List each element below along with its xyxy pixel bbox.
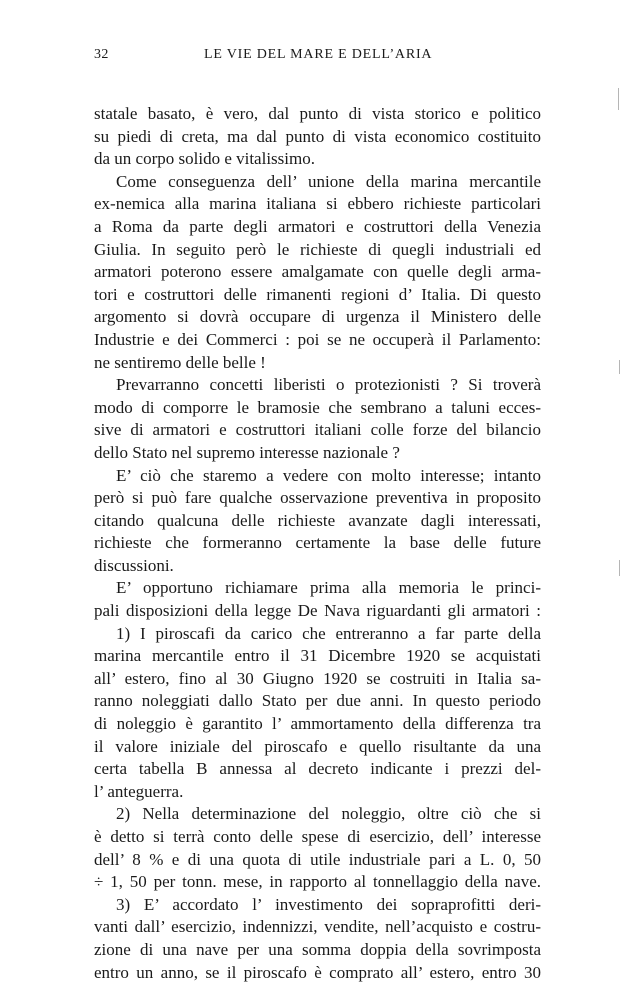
- text-line: però si può fare qualche osservazione preventiva in proposito: [94, 488, 541, 508]
- text-line: armatori poterono essere amalgamate con quelle degli arma-: [94, 262, 541, 282]
- text-line: zione di una nave per una somma doppia della sovrimposta: [94, 939, 541, 959]
- text-line: ex-nemica alla marina italiana si ebbero richieste particolari: [94, 194, 541, 214]
- text-line: 3) E’ accordato l’ investimento dei sopraprofitti deri-: [116, 894, 541, 914]
- text-line: tori e costruttori delle rimanenti regioni d’ Italia. Di questo: [94, 284, 541, 304]
- text-line: Prevarranno concetti liberisti o protezionisti ? Si troverà: [116, 375, 541, 395]
- page-number: 32: [94, 47, 109, 62]
- text-line: dello Stato nel supremo interesse nazionale ?: [94, 442, 400, 462]
- text-line: E’ opportuno richiamare prima alla memoria le princi-: [116, 578, 541, 598]
- text-line: è detto si terrà conto delle spese di esercizio, dell’ interesse: [94, 827, 541, 846]
- body-text: [94, 103, 541, 984]
- text-line: ne sentiremo delle belle !: [94, 352, 266, 372]
- scan-edge-mark: [618, 88, 619, 110]
- text-line: Giulia. In seguito però le richieste di quegli industriali ed: [94, 239, 541, 259]
- scan-edge-mark: [619, 560, 620, 576]
- text-line: argomento si dovrà occupare di urgenza il Ministero delle: [94, 307, 541, 327]
- text-line: l’ anteguerra.: [94, 781, 184, 801]
- text-line: pali disposizioni della legge De Nava riguardanti gli armatori :: [94, 601, 541, 621]
- text-line: di noleggio è garantito l’ ammortamento della differenza tra: [94, 714, 541, 734]
- text-line: all’ estero, fino al 30 Giugno 1920 se costruiti in Italia sa-: [94, 668, 541, 688]
- text-line: marina mercantile entro il 31 Dicembre 1920 se acquistati: [94, 646, 541, 666]
- text-line: richieste che formeranno certamente la base delle future: [94, 533, 541, 553]
- text-line: statale basato, è vero, dal punto di vista storico e politico: [94, 104, 541, 123]
- running-header: [94, 47, 538, 67]
- text-line: modo di comporre le bramosie che sembrano a taluni ecces-: [94, 397, 541, 417]
- text-line: entro un anno, se il piroscafo è comprato all’ estero, entro 30: [94, 962, 541, 982]
- text-line: 2) Nella determinazione del noleggio, oltre ciò che si: [116, 804, 541, 824]
- text-line: citando qualcuna delle richieste avanzate dagli interessati,: [94, 510, 541, 530]
- text-line: vanti dall’ esercizio, indennizzi, vendite, nell’acquisto e costru-: [94, 917, 541, 937]
- text-line: sive di armatori e costruttori italiani colle forze del bilancio: [94, 420, 541, 440]
- text-line: E’ ciò che staremo a vedere con molto interesse; intanto: [116, 465, 541, 485]
- text-line: dell’ 8 % e di una quota di utile industriale pari a L. 0, 50: [94, 849, 541, 869]
- text-line: certa tabella B annessa al decreto indicante i prezzi del-: [94, 759, 541, 779]
- text-line: su piedi di creta, ma dal punto di vista economico costituito: [94, 126, 541, 146]
- text-line: 1) I piroscafi da carico che entreranno a far parte della: [116, 623, 541, 643]
- text-line: Industrie e dei Commerci : poi se ne occuperà il Parlamento:: [94, 329, 541, 349]
- scan-edge-mark: [619, 360, 620, 374]
- running-title: LE VIE DEL MARE E DELL’ARIA: [204, 47, 433, 62]
- text-line: ranno noleggiati dallo Stato per due anni. In questo periodo: [94, 691, 541, 711]
- text-line: a Roma da parte degli armatori e costruttori della Venezia: [94, 216, 541, 236]
- text-line: ÷ 1, 50 per tonn. mese, in rapporto al tonnellaggio della nave.: [94, 872, 541, 892]
- text-line: discussioni.: [94, 555, 174, 575]
- text-line: il valore iniziale del piroscafo e quello risultante da una: [94, 736, 541, 756]
- text-line: da un corpo solido e vitalissimo.: [94, 149, 315, 169]
- text-line: Come conseguenza dell’ unione della marina mercantile: [116, 171, 541, 191]
